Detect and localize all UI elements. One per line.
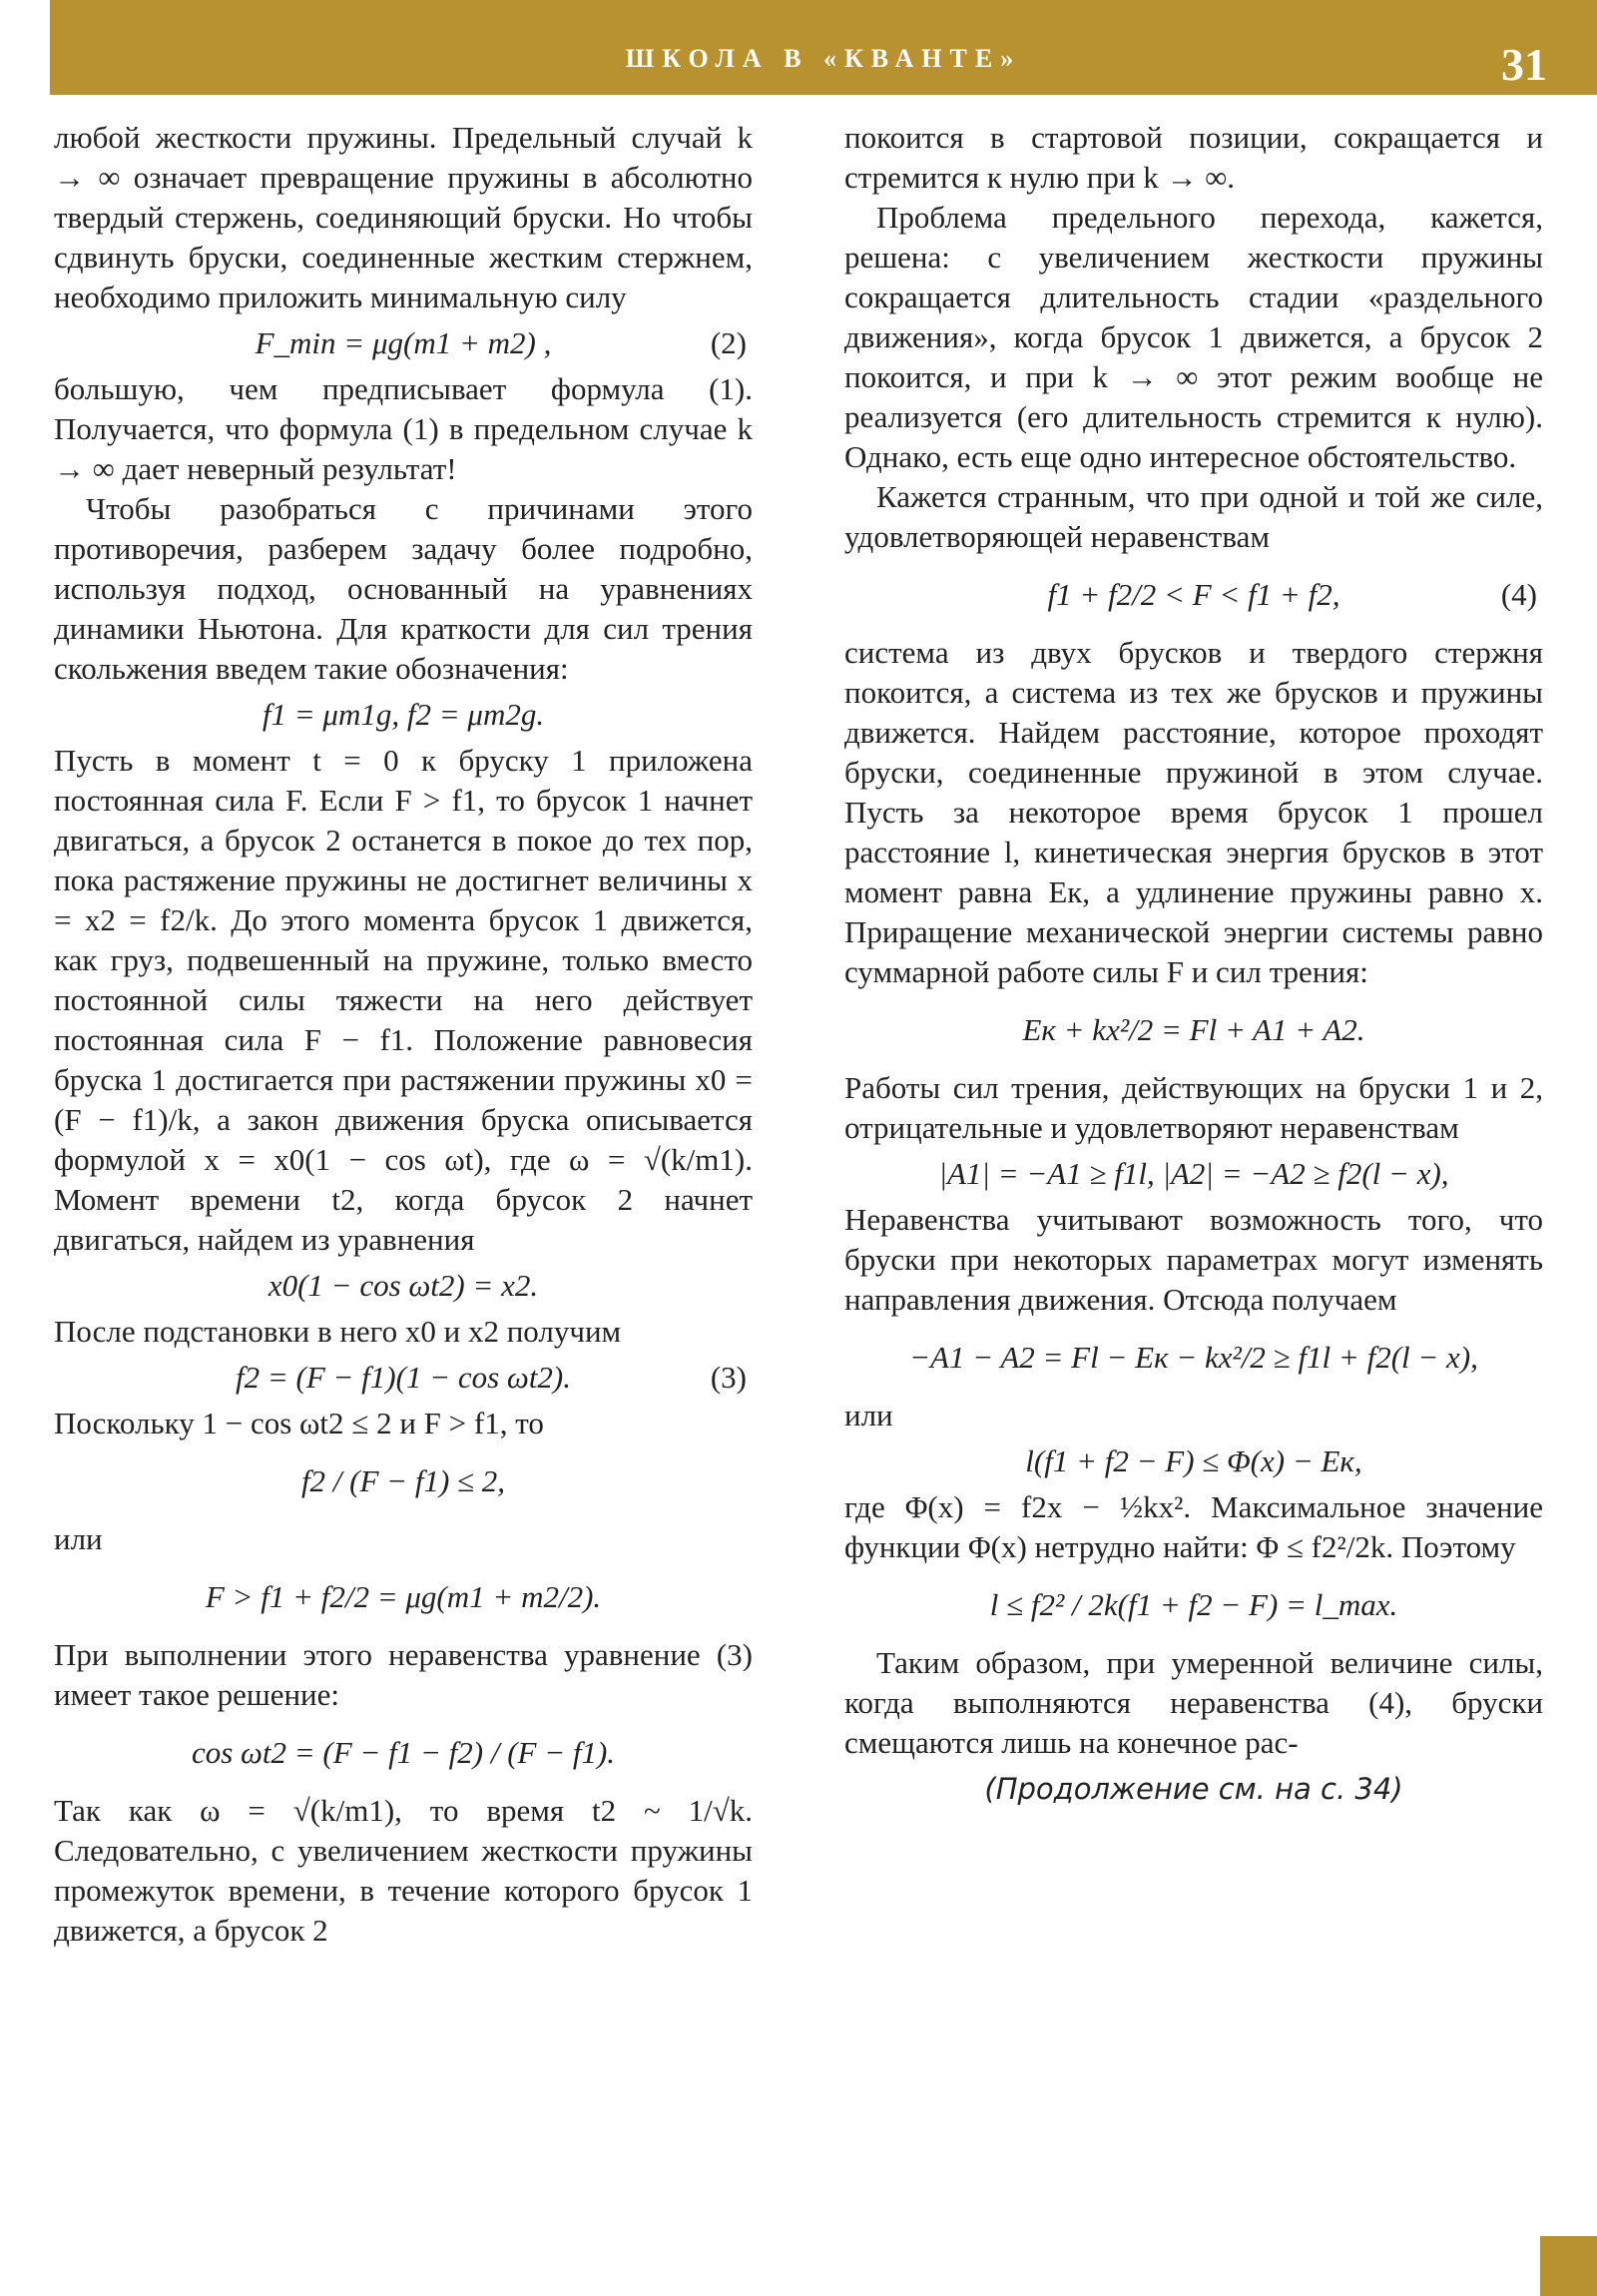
equation-sum: [844, 1322, 1543, 1394]
equation-l: [844, 1437, 1543, 1485]
equation-fraction: [54, 1445, 753, 1517]
equation-4-number: (4): [1500, 577, 1537, 612]
left-paragraph-5: После подстановки в него x0 и x2 получим: [54, 1314, 622, 1349]
equation-work-body: |A1| = −A1 ≥ f1l, |A2| = −A2 ≥ f2(l − x),: [938, 1156, 1449, 1191]
right-paragraph-3: Кажется странным, что при одной и той же силе, удовлетворяющей неравенствам: [844, 479, 1543, 554]
left-paragraph-6: Поскольку 1 − cos ωt2 ≤ 2 и F > f1, то: [54, 1406, 544, 1440]
right-paragraph-7: или: [844, 1398, 893, 1433]
page-header: [50, 0, 1597, 95]
left-paragraph-7: или: [54, 1521, 103, 1556]
equation-3-number: (3): [710, 1360, 747, 1395]
left-paragraph-8: При выполнении этого неравенства уравнение (3) имеет такое решение:: [54, 1637, 753, 1712]
equation-2-number: (2): [710, 325, 747, 360]
right-column: [844, 118, 1543, 1811]
left-paragraph-1: любой жесткости пружины. Предельный случай k → ∞ означает превращение пружины в абсолютно твердый стержень, соединяющий бруски. Но чтобы сдвинуть бруски, соединенные жестким стержнем, необходимо приложить минимальную силу: [54, 120, 753, 314]
right-paragraph-2: Проблема предельного перехода, кажется, решена: с увеличением жесткости пружины сокращается длительность стадии «раздельного движения», когда брусок 1 движется, а брусок 2 покоится, и при k → ∞ этот режим вообще не реализуется (его длительность стремится к нулю). Однако, есть еще одно интересное обстоятельство.: [844, 200, 1543, 474]
equation-x: [54, 1262, 753, 1310]
corner-marker: [1540, 2236, 1597, 2296]
left-column: [54, 118, 753, 1951]
equation-sum-body: −A1 − A2 = Fl − Eк − kx²/2 ≥ f1l + f2(l − x),: [909, 1340, 1478, 1375]
right-paragraph-4: система из двух брусков и твердого стержня покоится, а система из тех же брусков и пружины движется. Найдем расстояние, которое проходят бруски, соединенные пружиной в этом случае. Пусть за некоторое время брусок 1 прошел расстояние l, кинетическая энергия брусков в этот момент равна Eк, а удлинение пружины равно x. Приращение механической энергии системы равно суммарной работе силы F и сил трения:: [844, 635, 1543, 989]
right-paragraph-5: Работы сил трения, действующих на бруски 1 и 2, отрицательные и удовлетворяют неравенствам: [844, 1070, 1543, 1145]
right-paragraph-8: где Φ(x) = f2x − ½kx². Максимальное значение функции Φ(x) нетрудно найти: Φ ≤ f2²/2k. Поэтому: [844, 1489, 1543, 1564]
equation-F: [54, 1561, 753, 1633]
left-paragraph-4: Пусть в момент t = 0 к бруску 1 приложена постоянная сила F. Если F > f1, то брусок 1 начнет двигаться, а брусок 2 останется в покое до тех пор, пока растяжение пружины не достигнет величины x = x2 = f2/k. До этого момента брусок 1 движется, как груз, подвешенный на пружине, только вместо постоянной силы тяжести на него действует постоянная сила F − f1. Положение равновесия бруска 1 достигается при растяжении пружины x0 = (F − f1)/k, а закон движения бруска описывается формулой x = x0(1 − cos ωt), где ω = √(k/m1). Момент времени t2, когда брусок 2 начнет двигаться, найдем из уравнения: [54, 743, 753, 1257]
left-paragraph-3: Чтобы разобраться с причинами этого противоречия, разберем задачу более подробно, используя подход, основанный на уравнениях динамики Ньютона. Для краткости для сил трения скольжения введем такие обозначения:: [54, 491, 753, 686]
page-number: 31: [1501, 39, 1547, 90]
equation-energy-body: Eк + kx²/2 = Fl + A1 + A2.: [1022, 1012, 1365, 1047]
equation-lmax-body: l ≤ f2² / 2k(f1 + f2 − F) = l_max.: [989, 1587, 1398, 1622]
equation-2: [54, 319, 753, 367]
equation-cos-body: cos ωt2 = (F − f1 − f2) / (F − f1).: [191, 1735, 616, 1770]
left-paragraph-2: большую, чем предписывает формула (1). Получается, что формула (1) в предельном случае k → ∞ дает неверный результат!: [54, 371, 753, 486]
left-paragraph-9: Так как ω = √(k/m1), то время t2 ~ 1/√k. Следовательно, с увеличением жесткости пружины промежуток времени, в течение которого брусок 1 движется, а брусок 2: [54, 1793, 753, 1948]
equation-l-body: l(f1 + f2 − F) ≤ Φ(x) − Eк,: [1025, 1443, 1362, 1478]
equation-friction-body: f1 = μm1g, f2 = μm2g.: [262, 697, 545, 732]
equation-4-body: f1 + f2/2 < F < f1 + f2,: [1047, 577, 1340, 612]
right-paragraph-6: Неравенства учитывают возможность того, что бруски при некоторых параметрах могут изменять направления движения. Отсюда получаем: [844, 1202, 1543, 1317]
equation-friction: [54, 691, 753, 739]
equation-2-body: F_min = μg(m1 + m2) ,: [255, 325, 552, 360]
equation-work: [844, 1150, 1543, 1198]
equation-F-body: F > f1 + f2/2 = μg(m1 + m2/2).: [205, 1579, 602, 1614]
equation-fraction-body: f2 / (F − f1) ≤ 2,: [300, 1463, 506, 1498]
equation-cos: [54, 1717, 753, 1789]
section-title: ШКОЛА В «КВАНТЕ»: [625, 44, 1022, 73]
equation-lmax: [844, 1569, 1543, 1641]
equation-x-body: x0(1 − cos ωt2) = x2.: [267, 1268, 539, 1303]
equation-energy: [844, 994, 1543, 1066]
equation-4: [844, 559, 1543, 631]
right-paragraph-1: покоится в стартовой позиции, сокращается и стремится к нулю при k → ∞.: [844, 120, 1543, 195]
continuation-note: (Продолжение см. на с. 34): [984, 1772, 1403, 1806]
right-paragraph-9: Таким образом, при умеренной величине силы, когда выполняются неравенства (4), бруски смещаются лишь на конечное рас-: [844, 1645, 1543, 1760]
equation-3-body: f2 = (F − f1)(1 − cos ωt2).: [235, 1360, 572, 1395]
equation-3: [54, 1354, 753, 1402]
